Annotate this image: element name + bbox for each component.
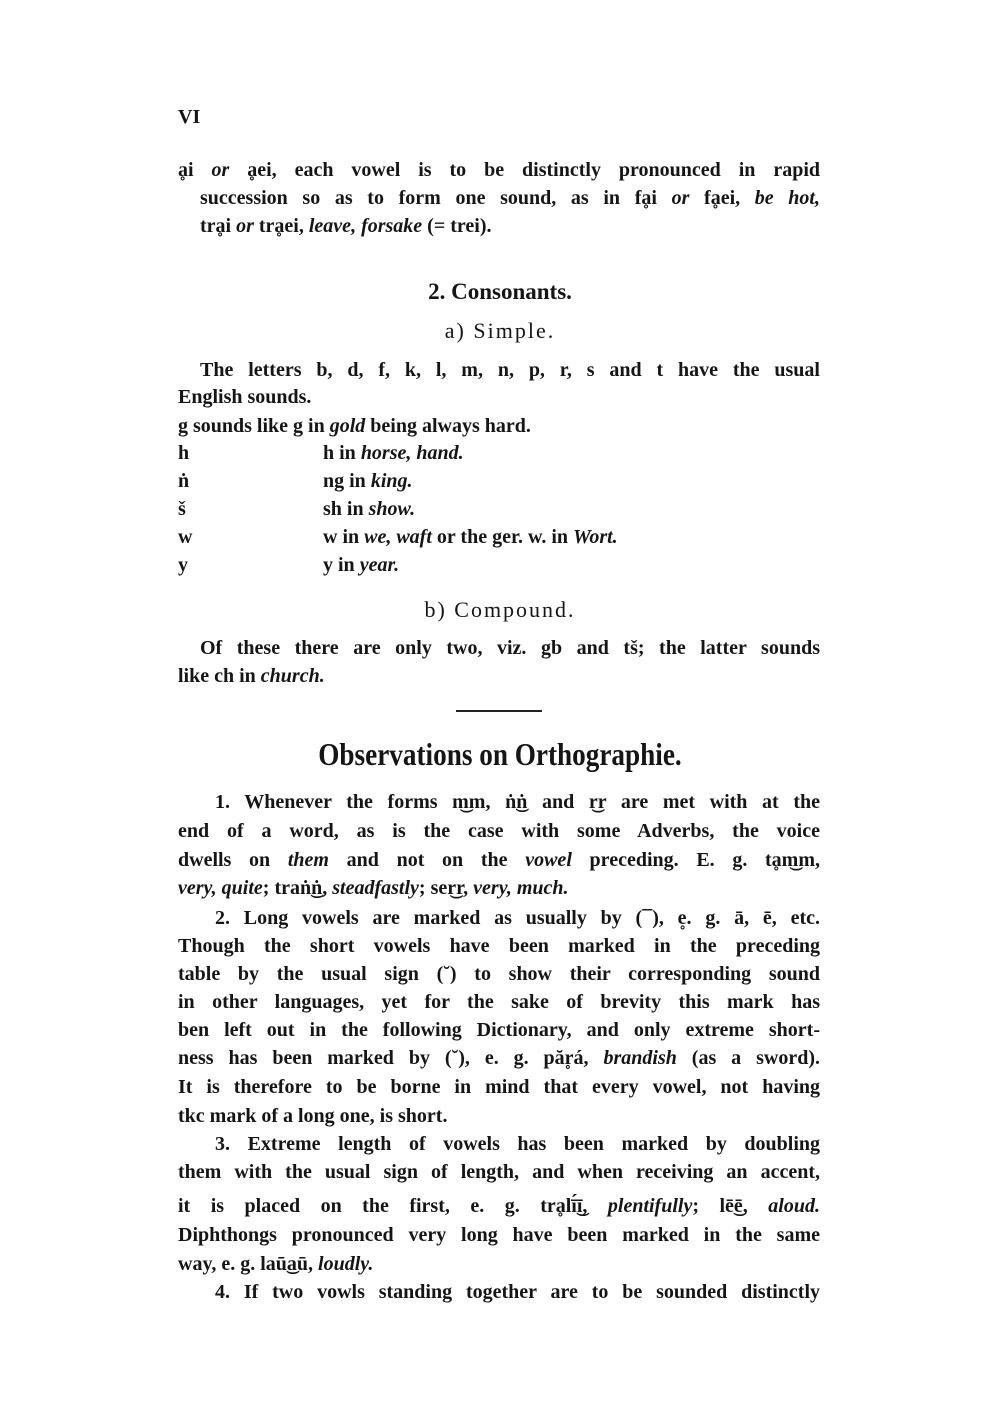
text-line xyxy=(178,1192,820,1220)
text-line xyxy=(178,960,820,988)
text-segment: Of these there are only two, viz. gb and tš; the latter sounds xyxy=(200,637,820,659)
text-segment: or xyxy=(671,187,690,209)
text-segment: or xyxy=(236,215,254,237)
text-segment: ḁi xyxy=(178,159,212,181)
text-segment: steadfastly xyxy=(332,877,419,899)
text-segment: 2. Long vowels are marked as usually by (¯), e̥. g. ā, ē, etc. xyxy=(215,907,820,929)
observations-title: Observations on Orthographie. xyxy=(318,736,682,772)
text-segment: g sounds like g in xyxy=(178,415,330,437)
text-segment: y in xyxy=(323,554,360,576)
text-segment: leave, forsake xyxy=(308,215,423,237)
text-line xyxy=(215,1130,820,1158)
consonant-description xyxy=(323,523,618,551)
text-line xyxy=(178,662,820,690)
text-segment: gold xyxy=(329,415,366,437)
table-row xyxy=(178,467,820,495)
text-segment: or the ger. w. in xyxy=(431,526,574,548)
text-segment: 3. Extreme length of vowels has been marked by doubling xyxy=(215,1133,820,1155)
text-line xyxy=(200,212,820,240)
consonants-heading: 2. Consonants. xyxy=(428,279,572,304)
text-segment: be hot, xyxy=(754,187,820,209)
text-segment: them xyxy=(287,849,329,871)
text-line xyxy=(178,988,820,1016)
text-line xyxy=(200,634,820,662)
text-line xyxy=(178,932,820,960)
text-line xyxy=(215,904,820,932)
text-line xyxy=(178,1073,820,1101)
text-segment: English sounds. xyxy=(178,386,312,408)
text-segment: preceding. E. g. tḁm͜m, xyxy=(571,849,821,871)
text-segment: ng in xyxy=(323,470,371,492)
text-line xyxy=(200,184,820,212)
text-segment: trḁei, xyxy=(253,215,309,237)
text-line xyxy=(200,356,820,384)
text-segment: Wort. xyxy=(573,526,618,548)
text-segment: ness has been marked by (˘), e. g. păr̥á, xyxy=(178,1047,604,1069)
section-divider xyxy=(456,710,542,712)
consonant-letter: h xyxy=(178,442,190,464)
compound-heading: b) Compound. xyxy=(424,597,576,622)
simple-heading: a) Simple. xyxy=(444,318,556,343)
text-segment: succession so as to form one sound, as in fḁi xyxy=(200,187,672,209)
text-line xyxy=(178,1016,820,1044)
text-segment: loudly. xyxy=(318,1253,374,1275)
text-segment: we, waft xyxy=(364,526,432,548)
text-segment: ; lē͜ē, xyxy=(692,1195,769,1217)
text-segment: fḁei, xyxy=(689,187,755,209)
text-segment: It is therefore to be borne in mind that every vowel, not having xyxy=(178,1076,820,1098)
text-segment: year. xyxy=(359,554,400,576)
text-segment: being always hard. xyxy=(365,415,531,437)
text-segment: like ch in xyxy=(178,665,261,687)
table-row xyxy=(178,439,820,467)
text-segment: ben left out in the following Dictionary, and only extreme short- xyxy=(178,1019,820,1041)
text-line xyxy=(178,156,820,184)
consonant-description xyxy=(323,439,464,467)
text-line xyxy=(178,874,820,902)
consonant-letter: w xyxy=(178,526,193,548)
text-segment: brandish xyxy=(603,1047,677,1069)
text-line xyxy=(215,788,820,816)
text-line xyxy=(215,1278,820,1306)
text-line xyxy=(178,1044,820,1072)
text-segment: aloud. xyxy=(768,1195,820,1217)
text-segment: table by the usual sign (˘) to show their corresponding sound xyxy=(178,963,820,985)
text-segment: it is placed on the first, e. g. trḁlī́͜ī, xyxy=(178,1195,608,1217)
text-segment: h in xyxy=(323,442,361,464)
text-segment: sh in xyxy=(323,498,369,520)
text-line xyxy=(178,383,820,411)
text-segment: or xyxy=(211,159,230,181)
text-segment: church. xyxy=(260,665,325,687)
text-segment: ḁei, each vowel is to be distinctly pronounced in rapid xyxy=(229,159,820,181)
text-segment: show. xyxy=(368,498,416,520)
text-segment: horse, hand. xyxy=(360,442,464,464)
text-segment: ; traṅ͜ṅ, xyxy=(262,877,333,899)
text-segment: (= trei). xyxy=(422,215,492,237)
text-segment: tkc mark of a long one, is short. xyxy=(178,1105,448,1127)
text-segment: very, quite xyxy=(178,877,263,899)
text-segment: trḁi xyxy=(200,215,237,237)
text-line xyxy=(178,1221,820,1249)
text-segment: w in xyxy=(323,526,365,548)
text-segment: The letters b, d, f, k, l, m, n, p, r, s and t have the usual xyxy=(200,359,820,381)
text-line xyxy=(178,1158,820,1186)
table-row xyxy=(178,523,820,551)
text-segment: them with the usual sign of length, and when receiving an accent, xyxy=(178,1161,820,1183)
text-segment: way, e. g. laū͜aū, xyxy=(178,1253,319,1275)
text-segment: end of a word, as is the case with some Adverbs, the voice xyxy=(178,820,820,842)
text-segment: ; ser͜r, xyxy=(418,877,474,899)
text-segment: king. xyxy=(370,470,413,492)
table-row xyxy=(178,551,820,579)
text-line xyxy=(178,817,820,845)
table-row xyxy=(178,412,820,440)
consonant-description xyxy=(323,467,413,495)
text-segment: dwells on xyxy=(178,849,288,871)
text-segment: in other languages, yet for the sake of brevity this mark has xyxy=(178,991,820,1013)
consonant-letter: y xyxy=(178,554,188,576)
text-segment: 4. If two vowls standing together are to be sounded distinctly xyxy=(215,1281,820,1303)
consonant-letter: š xyxy=(178,498,186,520)
consonant-description xyxy=(323,551,399,579)
text-line xyxy=(178,1102,820,1130)
text-segment: vowel xyxy=(525,849,572,871)
text-segment: plentifully xyxy=(607,1195,693,1217)
page-number: VI xyxy=(178,106,201,128)
text-segment: very, much. xyxy=(473,877,569,899)
text-segment: Diphthongs pronounced very long have been marked in the same xyxy=(178,1224,820,1246)
table-row xyxy=(178,495,820,523)
text-segment: Though the short vowels have been marked in the preceding xyxy=(178,935,820,957)
text-segment: (as a sword). xyxy=(676,1047,820,1069)
text-segment: and not on the xyxy=(328,849,526,871)
text-segment: 1. Whenever the forms m͜m, ṅ͜ṅ and r͜r are met with at the xyxy=(215,791,820,813)
text-line xyxy=(178,1250,820,1278)
text-line xyxy=(178,846,820,874)
consonant-description xyxy=(323,495,415,523)
consonant-letter: ṅ xyxy=(178,470,190,492)
